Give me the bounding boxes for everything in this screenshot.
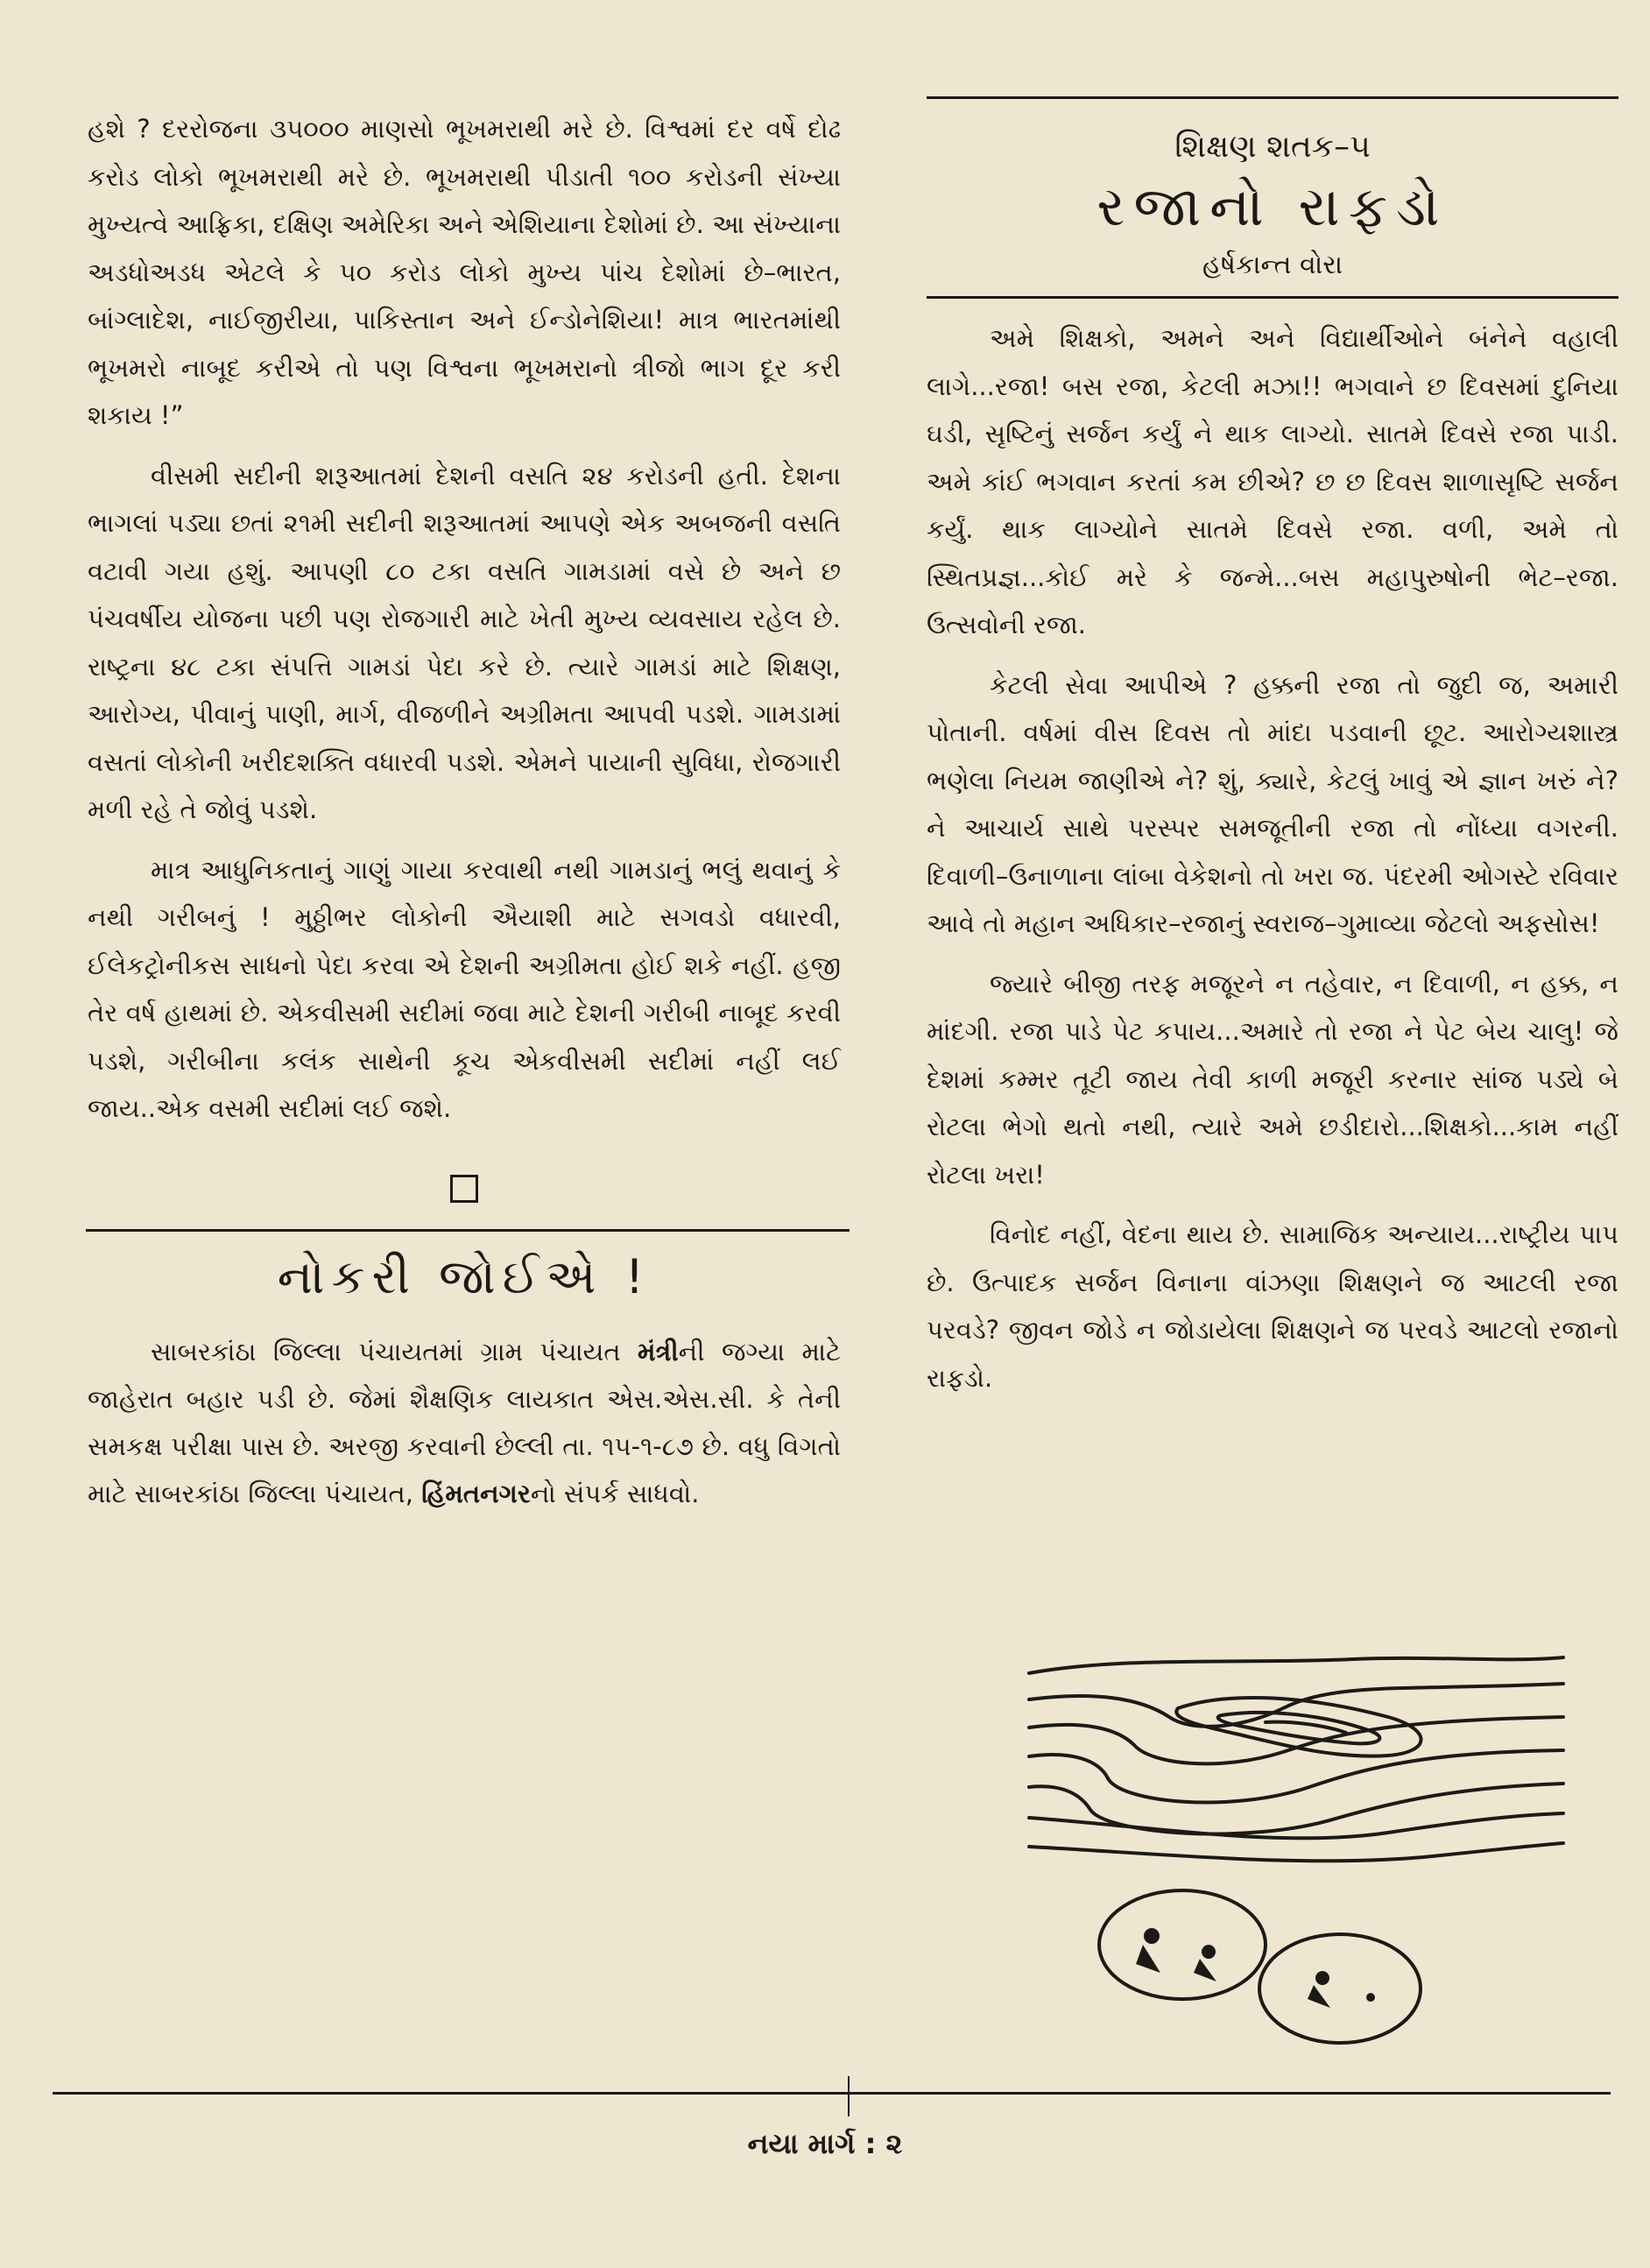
article-paragraph-3: માત્ર આધુનિકતાનું ગાણું ગાયા કરવાથી નથી ગામડાનું ભલું થવાનું કે નથી ગરીબનું ! મુઠ્ઠીભર લોકોની ઐયાશી માટે સગવડો વધારવી, ઈલેકટ્રોનીકસ સાધનો પેદા કરવા એ દેશની અગ્રીમતા હોઈ શકે નહીં. હજી તેર વર્ષ હાથમાં છે. એકવીસમી સદીમાં જવા માટે દેશની ગરીબી નાબૂદ કરવી પડશે, ગરીબીના કલંક સાથેની કૂચ એકવીસમી સદીમાં નહીં લઈ જાય..એક વસમી સદીમાં લઈ જશે.	[88, 854, 841, 1123]
job-notice	[88, 1249, 841, 1517]
notice-text-middle: ની જગ્યા માટે જાહેરાત બહાર પડી છે. જેમાં શૈક્ષણિક લાયકાત એસ.એસ.સી. કે તેની સમકક્ષ પરીક્ષા પાસ છે. અરજી કરવાની છેલ્લી તા. ૧૫-૧-૮૭ છે. વધુ વિગતો માટે સાબરકાંઠા જિલ્લા પંચાયત,	[88, 1336, 841, 1508]
article-author: હર્ષકાન્ત વોરા	[1202, 250, 1343, 280]
essay-paragraph-4: વિનોદ નહીં, વેદના થાય છે. સામાજિક અન્યાય...રાષ્ટ્રીય પાપ છે. ઉત્પાદક સર્જન વિનાના વાંઝણા શિક્ષણને જ આટલી રજા પરવડે? જીવન જોડે ન જોડાયેલા શિક્ષણને જ પરવડે આટલો રજાનો રાફડો.	[927, 1219, 1618, 1393]
notice-town-name: હિંમતનગર	[421, 1478, 531, 1508]
title-rule	[927, 296, 1618, 299]
essay-paragraph-1: અમે શિક્ષકો, અમને અને વિદ્યાર્થીઓને બંનેને વહાલી લાગે...રજા! બસ રજા, કેટલી મઝા!! ભગવાને છ દિવસમાં દુનિયા ઘડી, સૃષ્ટિનું સર્જન કર્યું ને થાક લાગ્યો. સાતમે દિવસે રજા પાડી. અમે કાંઈ ભગવાન કરતાં કમ છીએ? છ છ દિવસ શાળાસૃષ્ટિ સર્જન કર્યું. થાક લાગ્યોને સાતમે દિવસે રજા. વળી, અમે તો સ્થિતપ્રજ્ઞ...કોઈ મરે કે જન્મે...બસ મહાપુરુષોની ભેટ–રજા. ઉત્સવોની રજા.	[927, 323, 1618, 639]
series-heading: શિક્ષણ શતક–૫	[1174, 129, 1371, 165]
essay-paragraph-2: કેટલી સેવા આપીએ ? હક્કની રજા તો જુદી જ, અમારી પોતાની. વર્ષમાં વીસ દિવસ તો માંદા પડવાની છૂટ. આરોગ્યશાસ્ત્ર ભણેલા નિયમ જાણીએ ને? શું, ક્યારે, કેટલું ખાવું એ જ્ઞાન ખરું ને? ને આચાર્ય સાથે પરસ્પર સમજૂતીની રજા તો નોંધ્યા વગરની. દિવાળી–ઉનાળાના લાંબા વેકેશનો તો ખરા જ. પંદરમી ઓગસ્ટે રવિવાર આવે તો મહાન અધિકાર–રજાનું સ્વરાજ–ગુમાવ્યા જેટલો અફસોસ!	[927, 669, 1618, 938]
notice-title: નોકરી જોઈએ !	[277, 1248, 652, 1304]
left-column	[88, 105, 841, 1530]
page-bottom-rule	[53, 2092, 1611, 2095]
notice-text-start: સાબરકાંઠા જિલ્લા પંચાયતમાં ગ્રામ પંચાયત	[151, 1336, 638, 1367]
notice-divider	[86, 1229, 850, 1232]
section-end-square-icon	[450, 1175, 478, 1203]
right-column	[927, 96, 1618, 1414]
page-gutter-line	[848, 2076, 850, 2116]
notice-text-end: નો સંપર્ક સાધવો.	[530, 1478, 700, 1508]
notice-body	[88, 1328, 841, 1517]
article-paragraph-2: વીસમી સદીની શરૂઆતમાં દેશની વસતિ ૨૪ કરોડની હતી. દેશના ભાગલાં પડ્યા છતાં ૨૧મી સદીની શરૂઆતમાં આપણે એક અબજની વસતિ વટાવી ગયા હશું. આપણી ૮૦ ટકા વસતિ ગામડામાં વસે છે અને છ પંચવર્ષીય યોજના પછી પણ રોજગારી માટે ખેતી મુખ્ય વ્યવસાય રહેલ છે. રાષ્ટ્રના ૪૮ ટકા સંપત્તિ ગામડાં પેદા કરે છે. ત્યારે ગામડાં માટે શિક્ષણ, આરોગ્ય, પીવાનું પાણી, માર્ગ, વીજળીને અગ્રીમતા આપવી પડશે. ગામડામાં વસતાં લોકોની ખરીદશક્તિ વધારવી પડશે. એમને પાયાની સુવિધા, રોજગારી મળી રહે તે જોવું પડશે.	[88, 460, 841, 824]
essay-paragraph-3: જ્યારે બીજી તરફ મજૂરને ન તહેવાર, ન દિવાળી, ન હક્ક, ન માંદગી. રજા પાડે પેટ કપાય...અમારે તો રજા ને પેટ બેય ચાલુ! જે દેશમાં કમ્મર તૂટી જાય તેવી કાળી મજૂરી કરનાર સાંજ પડ્યે બે રોટલા ભેગો થતો નથી, ત્યારે અમે છડીદારો...શિક્ષકો...કામ નહીં રોટલા ખરા!	[927, 968, 1618, 1190]
article-title: રજાનો રાફડો	[1096, 174, 1449, 238]
column-top-rule	[927, 96, 1618, 99]
notice-post-name: મંત્રી	[638, 1336, 679, 1367]
page-footer: નયા માર્ગ : ૨	[747, 2127, 903, 2160]
article-paragraph-1: હશે ? દરરોજના ૩૫૦૦૦ માણસો ભૂખમરાથી મરે છે. વિશ્વમાં દર વર્ષે દોઢ કરોડ લોકો ભૂખમરાથી મરે છે. ભૂખમરાથી પીડાતી ૧૦૦ કરોડની સંખ્યા મુખ્યત્વે આફ્રિકા, દક્ષિણ અમેરિકા અને એશિયાના દેશોમાં છે. આ સંખ્યાના અડધોઅડધ એટલે કે ૫૦ કરોડ લોકો મુખ્ય પાંચ દેશોમાં છે–ભારત, બાંગ્લાદેશ, નાઈજીરીયા, પાકિસ્તાન અને ઈન્ડોનેશિયા! માત્ર ભારતમાંથી ભૂખમરો નાબૂદ કરીએ તો પણ વિશ્વના ભૂખમરાનો ત્રીજો ભાગ દૂર કરી શકાય !”	[88, 114, 841, 430]
anthill-illustration	[1020, 1647, 1572, 2059]
